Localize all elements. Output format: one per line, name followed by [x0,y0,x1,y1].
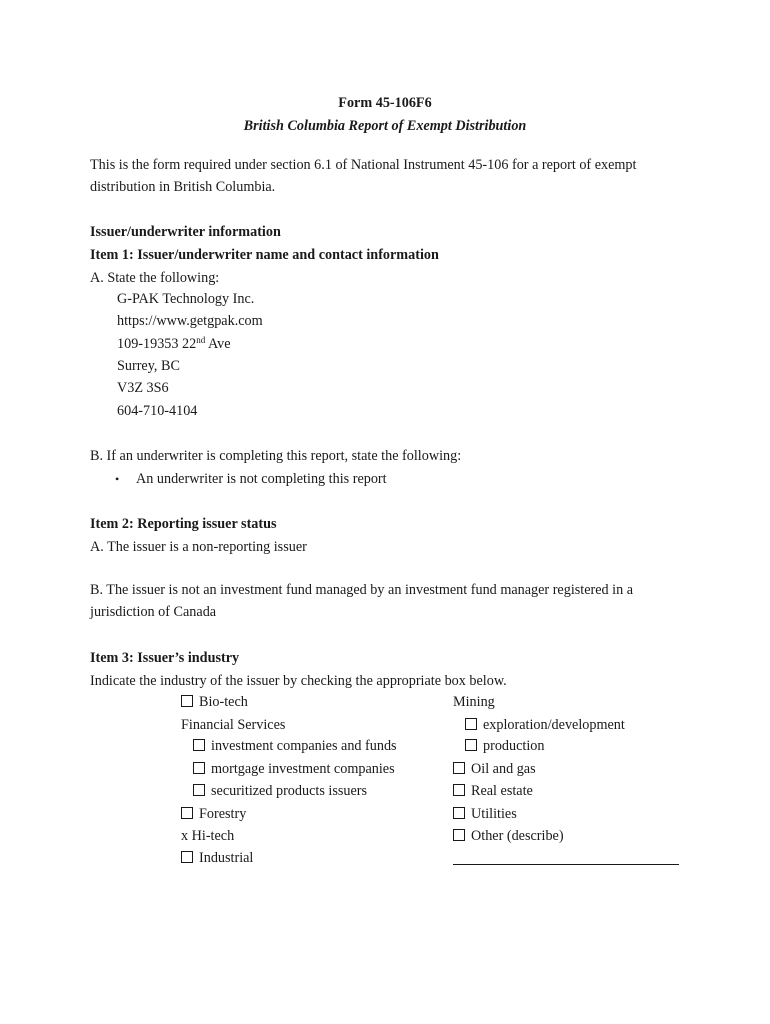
address-ordinal: nd [196,335,206,345]
option-mortgage-label: mortgage investment companies [211,761,395,777]
option-exploration-label: exploration/development [483,717,625,733]
option-industrial[interactable] [181,851,253,865]
issuer-address [117,337,231,351]
item1-a-label: A. State the following: [90,270,220,286]
option-oil-gas-label: Oil and gas [471,761,536,777]
bullet-icon: • [115,472,120,486]
checkbox-oil-gas[interactable] [453,762,465,774]
option-production[interactable] [465,739,544,753]
option-industrial-label: Industrial [199,850,254,866]
option-other-label: Other (describe) [471,828,564,844]
issuer-name: G-PAK Technology Inc. [117,291,255,307]
option-oil-gas[interactable] [453,762,536,776]
address-suffix: Ave [205,336,231,352]
item2-b-line-2: jurisdiction of Canada [90,604,217,620]
address-street: 109-19353 22 [117,336,197,352]
checkbox-biotech[interactable] [181,695,193,707]
checkbox-utilities[interactable] [453,807,465,819]
checkbox-real-estate[interactable] [453,784,465,796]
option-investment-companies[interactable] [193,739,397,753]
item1-heading: Item 1: Issuer/underwriter name and contact information [90,247,439,263]
option-other[interactable] [453,829,564,843]
item2-a-text: A. The issuer is a non-reporting issuer [90,539,307,555]
option-utilities-label: Utilities [471,806,517,822]
option-forestry-label: Forestry [199,806,247,822]
intro-line-1: This is the form required under section 6.1 of National Instrument 45-106 for a report of exempt [90,157,637,173]
section-heading-issuer: Issuer/underwriter information [90,224,281,240]
option-real-estate-label: Real estate [471,783,533,799]
group-financial-services: Financial Services [181,717,286,733]
checkbox-exploration[interactable] [465,718,477,730]
other-describe-field[interactable] [453,864,679,865]
checkbox-securitized[interactable] [193,784,205,796]
issuer-postal-code: V3Z 3S6 [117,380,169,396]
option-hitech-checked[interactable]: x Hi-tech [181,828,235,844]
checkbox-production[interactable] [465,739,477,751]
item2-b-line-1: B. The issuer is not an investment fund managed by an investment fund manager registered in a [90,582,634,598]
intro-line-2: distribution in British Columbia. [90,179,276,195]
option-investment-companies-label: investment companies and funds [211,738,397,754]
group-mining: Mining [453,694,495,710]
checkbox-mortgage[interactable] [193,762,205,774]
checkbox-investment-companies[interactable] [193,739,205,751]
option-utilities[interactable] [453,807,517,821]
form-subtitle: British Columbia Report of Exempt Distribution [243,118,527,134]
issuer-website: https://www.getgpak.com [117,313,263,329]
option-real-estate[interactable] [453,784,533,798]
checkbox-other[interactable] [453,829,465,841]
checkbox-industrial[interactable] [181,851,193,863]
option-biotech-label: Bio-tech [199,694,248,710]
issuer-city: Surrey, BC [117,358,180,374]
item3-instruction: Indicate the industry of the issuer by checking the appropriate box below. [90,673,507,689]
option-production-label: production [483,738,545,754]
form-number: Form 45-106F6 [338,95,432,111]
item1-b-bullet-text: An underwriter is not completing this report [136,471,387,487]
option-forestry[interactable] [181,807,246,821]
item1-b-label: B. If an underwriter is completing this report, state the following: [90,448,462,464]
checkbox-forestry[interactable] [181,807,193,819]
item2-heading: Item 2: Reporting issuer status [90,516,277,532]
option-exploration[interactable] [465,718,625,732]
option-biotech[interactable] [181,695,248,709]
option-securitized-label: securitized products issuers [211,783,368,799]
issuer-phone: 604-710-4104 [117,403,198,419]
option-securitized[interactable] [193,784,367,798]
option-mortgage[interactable] [193,762,395,776]
item3-heading: Item 3: Issuer’s industry [90,650,240,666]
